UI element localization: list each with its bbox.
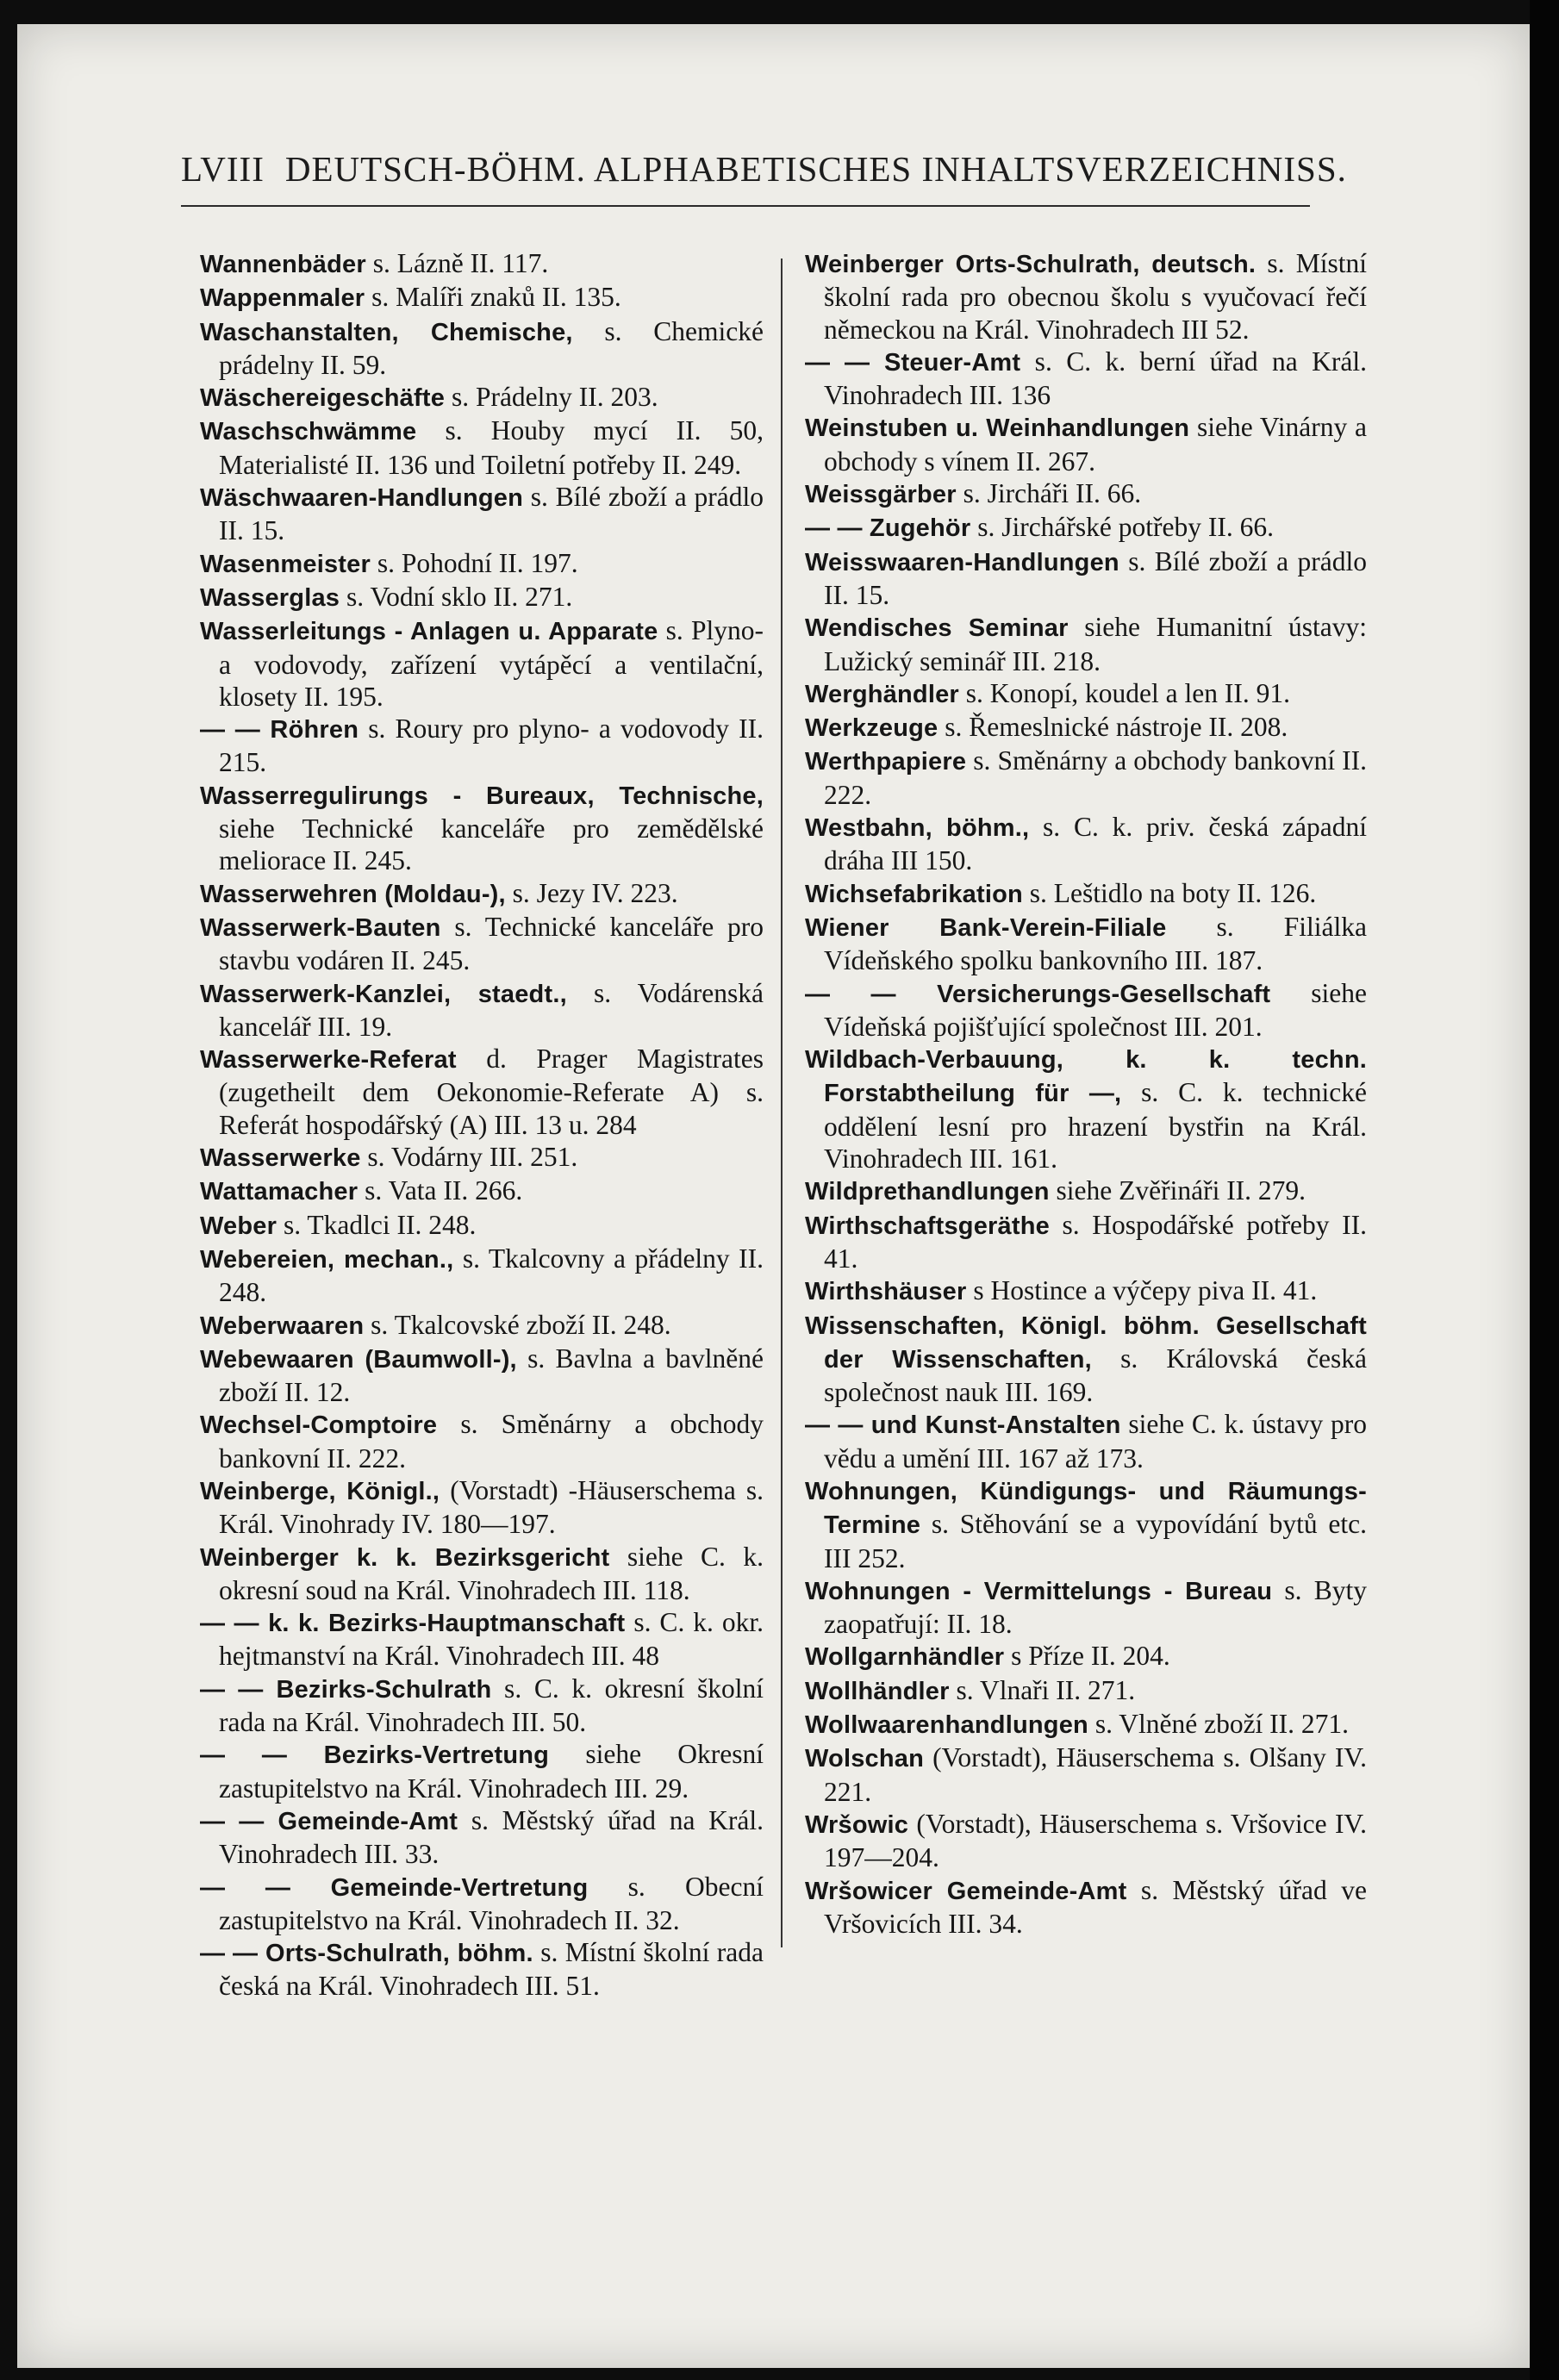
index-entry — [805, 1274, 1367, 1308]
entry-headword: Wirthshäuser — [805, 1278, 967, 1306]
index-entry — [200, 1343, 764, 1409]
entry-reference: s. Jezy IV. 223. — [505, 877, 678, 908]
index-entry — [200, 247, 764, 281]
index-entry — [805, 1640, 1367, 1673]
entry-headword: — — Orts-Schulrath, böhm. — [200, 1940, 533, 1968]
entry-reference: s. Filiálka Vídeňského spolku bankovního III. 187. — [824, 911, 1367, 976]
entry-reference: s. Tkadlci II. 248. — [277, 1209, 477, 1240]
entry-headword: Wechsel-Comptoire — [200, 1411, 438, 1440]
entry-headword: Wildprethandlungen — [805, 1178, 1050, 1206]
index-entry — [805, 1408, 1367, 1474]
index-entry — [200, 315, 764, 382]
entry-headword: — — Bezirks-Schulrath — [200, 1675, 492, 1704]
entry-reference: siehe C. k. okresní soud na Král. Vinohradech III. 118. — [219, 1541, 764, 1605]
entry-reference: s. Prádelny II. 203. — [445, 382, 658, 413]
index-entry — [200, 381, 764, 414]
entry-reference: (Vorstadt), Häuserschema s. Vršovice IV. 197—204. — [824, 1808, 1367, 1873]
index-entry — [805, 877, 1367, 911]
entry-headword: Weinberge, Königl., — [200, 1477, 440, 1505]
entry-reference: s. Plyno- a vodovody, zařízení vytápěcí a ventilační, klosety II. 195. — [219, 615, 764, 712]
scan-edge — [1530, 0, 1559, 2380]
entry-reference: s. C. k. okr. hejtmanství na Král. Vinohradech III. 48 — [219, 1607, 764, 1672]
entry-headword: Weinberger k. k. Bezirksgericht — [200, 1543, 610, 1572]
entry-headword: — — Steuer-Amt — [805, 348, 1021, 377]
entry-headword: Wissenschaften, Königl. böhm. Gesellschaft der Wissenschaften, — [805, 1311, 1367, 1374]
entry-reference: siehe Humanitní ústavy: Lužický seminář III. 218. — [824, 612, 1367, 676]
entry-reference: s. Leštidlo na boty II. 126. — [1022, 877, 1317, 908]
entry-headword: Wršowic — [805, 1810, 909, 1839]
entry-headword: Weber — [200, 1212, 278, 1240]
entry-headword: Wolschan — [805, 1745, 925, 1773]
entry-reference: s. Vodárny III. 251. — [360, 1142, 578, 1173]
entry-reference: s. Konopí, koudel a len II. 91. — [958, 677, 1290, 708]
index-entry — [200, 1936, 764, 2003]
entry-headword: Wollwaarenhandlungen — [805, 1711, 1088, 1740]
entry-headword: Wiener Bank-Verein-Filiale — [805, 913, 1167, 942]
index-entry — [200, 1408, 764, 1474]
entry-reference: s. Lázně II. 117. — [365, 248, 549, 278]
entry-reference: (Vorstadt), Häuserschema s. Olšany IV. 221. — [824, 1742, 1367, 1807]
entry-headword: — — Versicherungs-Gesellschaft — [805, 980, 1271, 1008]
index-entry — [805, 745, 1367, 811]
entry-headword: Wappenmaler — [200, 284, 365, 313]
entry-reference: s. Vlnaři II. 271. — [949, 1674, 1136, 1705]
entry-reference: s. Bílé zboží a prádlo II. 15. — [824, 545, 1367, 610]
entry-reference: siehe C. k. ústavy pro vědu a umění III. 167 až 173. — [824, 1409, 1367, 1473]
entry-reference: siehe Technické kanceláře pro zemědělské meliorace II. 245. — [219, 813, 764, 876]
entry-headword: Wršowicer Gemeinde-Amt — [805, 1877, 1127, 1905]
index-entry — [200, 713, 764, 779]
index-entry — [200, 1141, 764, 1174]
index-entry — [200, 1309, 764, 1343]
entry-reference: s. Roury pro plyno- a vodovody II. 215. — [219, 713, 764, 778]
index-entry — [805, 1209, 1367, 1275]
index-entry — [805, 1174, 1367, 1208]
entry-headword: Waschanstalten, Chemische, — [200, 318, 573, 346]
entry-reference: siehe Vídeňská pojišťující společnost III. 201. — [824, 977, 1367, 1042]
index-entry — [200, 1804, 764, 1871]
entry-headword: Wasserwerke — [200, 1144, 361, 1173]
entry-reference: s. Městský úřad ve Vršovicích III. 34. — [824, 1874, 1367, 1939]
entry-reference: s. Místní školní rada pro obecnou školu s vyučovací řečí německou na Král. Vinohradech III 52. — [824, 248, 1368, 345]
index-entry — [805, 247, 1367, 346]
entry-reference: s. Jircháři II. 66. — [956, 478, 1142, 509]
entry-headword: Weinstuben u. Weinhandlungen — [805, 414, 1190, 443]
entry-headword: Wasserregulirungs - Bureaux, Technische, — [200, 782, 764, 810]
index-entry — [805, 1741, 1367, 1808]
right-column — [805, 247, 1367, 1940]
index-entry — [805, 346, 1367, 412]
entry-reference: s. Městský úřad na Král. Vinohradech III. 33. — [219, 1804, 764, 1870]
entry-headword: Werkzeuge — [805, 714, 939, 743]
entry-headword: Wasserleitungs - Anlagen u. Apparate — [200, 618, 658, 646]
entry-headword: Weisswaaren-Handlungen — [805, 548, 1119, 576]
entry-headword: Wäschereigeschäfte — [200, 384, 446, 413]
index-entry — [805, 411, 1367, 477]
entry-reference: siehe Zvěřináři II. 279. — [1049, 1175, 1306, 1206]
index-entry — [200, 1673, 764, 1739]
entry-headword: Wasserwerk-Bauten — [200, 913, 441, 942]
entry-reference: s. Pohodní II. 197. — [370, 547, 578, 578]
index-entry — [805, 611, 1367, 677]
index-entry — [805, 1874, 1367, 1941]
index-entry — [200, 1174, 764, 1208]
entry-reference: s. C. k. okresní školní rada na Král. Vinohradech III. 50. — [219, 1673, 764, 1738]
entry-headword: — — Zugehör — [805, 514, 971, 543]
entry-headword: Wollgarnhändler — [805, 1643, 1005, 1672]
entry-headword: — — Bezirks-Vertretung — [200, 1741, 550, 1770]
entry-headword: Wasserwerke-Referat — [200, 1046, 457, 1075]
entry-headword: Wichsefabrikation — [805, 880, 1023, 908]
entry-headword: Wohnungen, Kündigungs- und Räumungs-Termine — [805, 1477, 1367, 1540]
entry-reference: s. Místní školní rada česká na Král. Vinohradech III. 51. — [219, 1937, 764, 2002]
index-entry — [805, 1043, 1367, 1174]
index-entry — [805, 1808, 1367, 1874]
index-entry — [200, 481, 764, 547]
entry-reference: s. Vodní sklo II. 271. — [340, 581, 573, 612]
entry-headword: Werthpapiere — [805, 748, 967, 776]
entry-headword: — — Röhren — [200, 716, 359, 745]
running-header — [181, 148, 1362, 209]
entry-reference: s. Stěhování se a vypovídání bytů etc. III 252. — [824, 1509, 1367, 1573]
header-title: DEUTSCH-BÖHM. ALPHABETISCHES INHALTSVERZEICHNISS. — [284, 149, 1347, 189]
entry-headword: Wasserwerk-Kanzlei, staedt., — [200, 980, 567, 1008]
entry-headword: Wasenmeister — [200, 550, 371, 578]
index-entry — [200, 1243, 764, 1309]
index-entry — [200, 1209, 764, 1243]
entry-headword: Wildbach-Verbauung, k. k. techn. Forstabtheilung für —, — [805, 1046, 1367, 1108]
entry-reference: siehe Vinárny a obchody s vínem II. 267. — [824, 412, 1367, 477]
entry-reference: s. Královská česká společnost nauk III. 169. — [824, 1343, 1367, 1408]
column-divider — [781, 259, 783, 1947]
index-entry — [200, 1871, 764, 1937]
entry-headword: Wollhändler — [805, 1677, 950, 1705]
entry-reference: s Příze II. 204. — [1004, 1641, 1170, 1672]
entry-reference: s. Technické kanceláře pro stavbu vodáren II. 245. — [219, 911, 764, 976]
entry-reference: s. Hospodářské potřeby II. 41. — [824, 1209, 1367, 1274]
index-entry — [805, 1674, 1367, 1708]
entry-headword: Wannenbäder — [200, 251, 366, 278]
entry-reference: d. Prager Magistrates (zugetheilt dem Oekonomie-Referate A) s. Referát hospodářský (A) III. 13 u. 284 — [219, 1044, 764, 1140]
index-entry — [805, 711, 1367, 745]
entry-headword: — — Gemeinde-Vertretung — [200, 1873, 589, 1902]
entry-headword: — — k. k. Bezirks-Hauptmanschaft — [200, 1610, 626, 1638]
entry-reference: s. Směnárny a obchody bankovní II. 222. — [824, 745, 1367, 810]
entry-headword: Wattamacher — [200, 1178, 359, 1206]
entry-reference: s. Tkalcovské zboží II. 248. — [364, 1309, 671, 1340]
entry-headword: Weinberger Orts-Schulrath, deutsch. — [805, 251, 1257, 278]
entry-reference: s. Vlněné zboží II. 271. — [1088, 1709, 1350, 1740]
page-number: LVIII — [181, 149, 265, 189]
entry-reference: s. Řemeslnické nástroje II. 208. — [938, 712, 1288, 743]
entry-reference: s. Byty zaopatřují: II. 18. — [824, 1574, 1367, 1640]
entry-reference: s. Tkalcovny a přádelny II. 248. — [219, 1243, 764, 1308]
entry-reference: s. Malíři znaků II. 135. — [365, 282, 621, 313]
entry-reference: s. Bavlna a bavlněné zboží II. 12. — [219, 1343, 764, 1408]
index-entry — [200, 581, 764, 614]
entry-headword: Westbahn, böhm., — [805, 814, 1030, 843]
index-entry — [805, 911, 1367, 977]
entry-headword: Wendisches Seminar — [805, 614, 1069, 643]
entry-reference: siehe Okresní zastupitelstvo na Král. Vinohradech III. 29. — [219, 1739, 764, 1804]
entry-headword: Wirthschaftsgeräthe — [805, 1212, 1050, 1240]
index-entry — [805, 811, 1367, 877]
entry-reference: s. Chemické prádelny II. 59. — [219, 315, 764, 380]
entry-headword: Webereien, mechan., — [200, 1245, 454, 1274]
index-entry — [805, 677, 1367, 711]
index-entry — [200, 911, 764, 977]
entry-headword: — — und Kunst-Anstalten — [805, 1411, 1121, 1440]
entry-reference: s. Houby mycí II. 50, Materialisté II. 136 und Toiletní potřeby II. 249. — [219, 415, 764, 480]
header-rule — [181, 205, 1310, 207]
left-column — [200, 247, 764, 2003]
entry-headword: Webewaaren (Baumwoll-), — [200, 1345, 517, 1374]
index-entry — [805, 511, 1367, 545]
index-entry — [200, 779, 764, 877]
index-entry — [805, 1708, 1367, 1741]
index-entry — [805, 977, 1367, 1044]
index-entry — [805, 1474, 1367, 1574]
index-entry — [805, 477, 1367, 511]
index-entry — [200, 1474, 764, 1541]
index-entry — [200, 614, 764, 713]
index-entry — [200, 877, 764, 911]
entry-headword: Weissgärber — [805, 481, 957, 509]
index-entry — [200, 1738, 764, 1804]
index-entry — [200, 414, 764, 481]
index-entry — [805, 1574, 1367, 1641]
index-entry — [805, 1309, 1367, 1409]
entry-headword: Wohnungen - Vermittelungs - Bureau — [805, 1577, 1273, 1605]
index-entry — [200, 1043, 764, 1141]
index-entry — [200, 977, 764, 1044]
entry-headword: Wäschwaaren-Handlungen — [200, 484, 524, 513]
entry-headword: Wasserglas — [200, 583, 340, 612]
entry-headword: — — Gemeinde-Amt — [200, 1807, 458, 1835]
index-entry — [805, 545, 1367, 612]
index-entry — [200, 1606, 764, 1673]
entry-headword: Weberwaaren — [200, 1311, 365, 1340]
entry-headword: Wasserwehren (Moldau-), — [200, 880, 506, 908]
entry-headword: Werghändler — [805, 680, 959, 708]
entry-reference: s. C. k. berní úřad na Král. Vinohradech III. 136 — [824, 346, 1368, 411]
entry-reference: (Vorstadt) -Häuserschema s. Král. Vinohrady IV. 180—197. — [219, 1474, 764, 1540]
entry-headword: Waschschwämme — [200, 418, 417, 446]
entry-reference: s. C. k. priv. česká západní dráha III 150. — [824, 812, 1367, 876]
entry-reference: s. Bílé zboží a prádlo II. 15. — [219, 482, 764, 546]
entry-reference: s. Vodárenská kancelář III. 19. — [219, 977, 764, 1042]
index-entry — [200, 281, 764, 315]
index-entry — [200, 1541, 764, 1607]
entry-reference: s. Vata II. 266. — [358, 1175, 523, 1206]
entry-reference: s Hostince a výčepy piva II. 41. — [966, 1275, 1318, 1306]
entry-reference: s. Směnárny a obchody bankovní II. 222. — [219, 1409, 764, 1473]
entry-reference: s. C. k. technické oddělení lesní pro hrazení bystřin na Král. Vinohradech III. 161. — [824, 1077, 1367, 1174]
index-entry — [200, 547, 764, 581]
entry-reference: s. Jirchářské potřeby II. 66. — [970, 512, 1274, 543]
entry-reference: s. Obecní zastupitelstvo na Král. Vinohradech II. 32. — [219, 1871, 764, 1935]
